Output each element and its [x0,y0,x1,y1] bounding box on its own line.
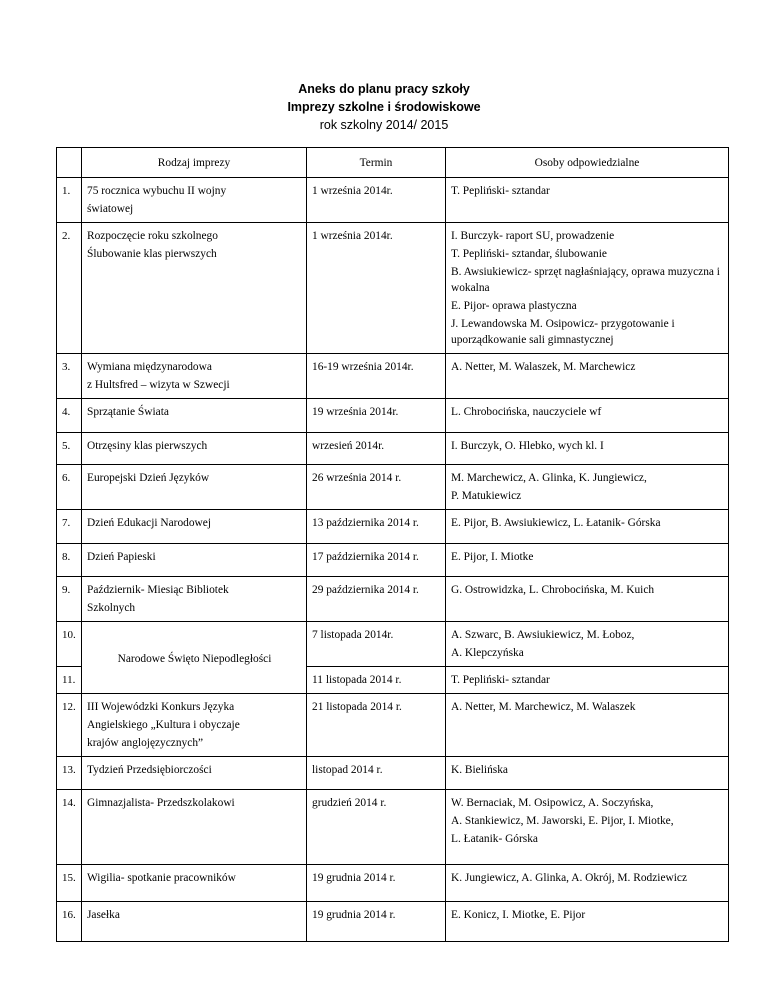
responsible-people [446,223,729,354]
events-table [56,147,729,942]
table-row [57,790,729,865]
responsible-people-line: W. Bernaciak, M. Osipowicz, A. Soczyńska, [451,797,654,809]
column-header-number [57,148,82,178]
responsible-people [446,757,729,790]
event-date: 1 września 2014r. [307,178,446,223]
event-name-line: Dzień Edukacji Narodowej [87,517,211,529]
event-name-line: Gimnazjalista- Przedszkolakowi [87,797,235,809]
event-name-line: Październik- Miesiąc Bibliotek [87,584,229,596]
column-header-event: Rodzaj imprezy [82,148,307,178]
responsible-people-line: E. Konicz, I. Miotke, E. Pijor [451,909,586,921]
responsible-people [446,178,729,223]
responsible-people-line: A. Klepczyńska [451,647,524,659]
event-date: 7 listopada 2014r. [307,622,446,667]
row-number: 15. [57,865,82,902]
event-date: 13 października 2014 r. [307,510,446,544]
event-date: 21 listopada 2014 r. [307,694,446,757]
responsible-people [446,865,729,902]
event-name-line: Wymiana międzynarodowa [87,361,212,373]
event-name [82,178,307,223]
row-number: 7. [57,510,82,544]
event-name-line: z Hultsfred – wizyta w Szwecji [87,379,230,391]
event-name-line: Rozpoczęcie roku szkolnego [87,230,218,242]
event-date: 19 grudnia 2014 r. [307,902,446,942]
event-date: listopad 2014 r. [307,757,446,790]
responsible-people-line: L. Chrobocińska, nauczyciele wf [451,406,602,418]
responsible-people [446,577,729,622]
event-name [82,757,307,790]
table-row [57,223,729,354]
event-name [82,790,307,865]
event-date: wrzesień 2014r. [307,433,446,465]
table-row [57,465,729,510]
row-number: 10. [57,622,82,667]
responsible-people [446,694,729,757]
event-name-line: Szkolnych [87,602,136,614]
row-number: 9. [57,577,82,622]
event-date: 16-19 września 2014r. [307,354,446,399]
row-number: 4. [57,399,82,433]
responsible-people-line: A. Stankiewicz, M. Jaworski, E. Pijor, I. Miotke, [451,815,674,827]
table-header-row [57,148,729,178]
responsible-people-line: A. Szwarc, B. Awsiukiewicz, M. Łoboz, [451,629,635,641]
responsible-people-line: J. Lewandowska M. Osipowicz- przygotowanie i uporządkowanie sali gimnastycznej [451,318,675,346]
event-name-merged: Narodowe Święto Niepodległości [82,622,307,694]
event-name [82,399,307,433]
responsible-people [446,544,729,577]
event-date: 1 września 2014r. [307,223,446,354]
event-date: 26 września 2014 r. [307,465,446,510]
event-name [82,465,307,510]
table-row [57,399,729,433]
responsible-people [446,667,729,694]
event-name [82,902,307,942]
school-year: rok szkolny 2014/ 2015 [319,118,449,132]
table-row [57,694,729,757]
event-name-line: krajów anglojęzycznych” [87,737,204,749]
event-name [82,223,307,354]
table-row [57,577,729,622]
table-row [57,865,729,902]
responsible-people-line: T. Pepliński- sztandar [451,185,550,197]
event-date: 19 września 2014r. [307,399,446,433]
responsible-people-line: I. Burczyk- raport SU, prowadzenie [451,230,615,242]
row-number: 11. [57,667,82,694]
event-name [82,865,307,902]
event-name [82,354,307,399]
event-date: grudzień 2014 r. [307,790,446,865]
responsible-people [446,902,729,942]
table-row [57,178,729,223]
responsible-people [446,433,729,465]
table-row [57,757,729,790]
event-date: 29 października 2014 r. [307,577,446,622]
responsible-people-line: K. Jungiewicz, A. Glinka, A. Okrój, M. Rodziewicz [451,872,687,884]
row-number: 16. [57,902,82,942]
event-name-line: światowej [87,203,134,215]
event-date: 11 listopada 2014 r. [307,667,446,694]
document-title: Aneks do planu pracy szkoły [298,82,470,96]
event-name-line: Otrzęsiny klas pierwszych [87,440,208,452]
event-name-line: Tydzień Przedsiębiorczości [87,764,212,776]
responsible-people-line: M. Marchewicz, A. Glinka, K. Jungiewicz, [451,472,647,484]
row-number: 3. [57,354,82,399]
row-number: 5. [57,433,82,465]
event-name [82,433,307,465]
column-header-people: Osoby odpowiedzialne [446,148,729,178]
responsible-people-line: E. Pijor, B. Awsiukiewicz, L. Łatanik- Górska [451,517,661,529]
responsible-people-line: E. Pijor- oprawa plastyczna [451,300,577,312]
event-name [82,577,307,622]
responsible-people [446,510,729,544]
row-number: 13. [57,757,82,790]
responsible-people [446,354,729,399]
event-name [82,544,307,577]
event-name-line: 75 rocznica wybuchu II wojny [87,185,227,197]
table-row [57,354,729,399]
event-name-line: Wigilia- spotkanie pracowników [87,872,236,884]
responsible-people-line: I. Burczyk, O. Hlebko, wych kl. I [451,440,604,452]
row-number: 2. [57,223,82,354]
table-row [57,902,729,942]
row-number: 8. [57,544,82,577]
event-name [82,694,307,757]
responsible-people-line: T. Pepliński- sztandar, ślubowanie [451,248,607,260]
table-row [57,622,729,667]
event-name-line: III Wojewódzki Konkurs Języka [87,701,235,713]
responsible-people-line: B. Awsiukiewicz- sprzęt nagłaśniający, oprawa muzyczna i wokalna [451,266,720,294]
row-number: 14. [57,790,82,865]
event-name-line: Ślubowanie klas pierwszych [87,248,217,260]
responsible-people-line: P. Matukiewicz [451,490,522,502]
event-name-line: Europejski Dzień Języków [87,472,210,484]
responsible-people-line: K. Bielińska [451,764,508,776]
row-number: 12. [57,694,82,757]
responsible-people [446,622,729,667]
row-number: 6. [57,465,82,510]
responsible-people-line: T. Pepliński- sztandar [451,674,550,686]
responsible-people-line: E. Pijor, I. Miotke [451,551,534,563]
table-row [57,510,729,544]
column-header-date: Termin [307,148,446,178]
event-name-line: Angielskiego „Kultura i obyczaje [87,719,240,731]
event-name-line: Dzień Papieski [87,551,156,563]
event-name [82,510,307,544]
responsible-people [446,790,729,865]
responsible-people-line: G. Ostrowidzka, L. Chrobocińska, M. Kuich [451,584,655,596]
responsible-people [446,465,729,510]
responsible-people-line: A. Netter, M. Marchewicz, M. Walaszek [451,701,636,713]
responsible-people-line: L. Łatanik- Górska [451,833,538,845]
event-date: 17 października 2014 r. [307,544,446,577]
event-name-line: Sprzątanie Świata [87,406,169,418]
table-row [57,544,729,577]
event-name-line: Jasełka [87,909,120,921]
responsible-people-line: A. Netter, M. Walaszek, M. Marchewicz [451,361,636,373]
table-row [57,433,729,465]
event-date: 19 grudnia 2014 r. [307,865,446,902]
document-subtitle: Imprezy szkolne i środowiskowe [287,100,481,114]
responsible-people [446,399,729,433]
row-number: 1. [57,178,82,223]
